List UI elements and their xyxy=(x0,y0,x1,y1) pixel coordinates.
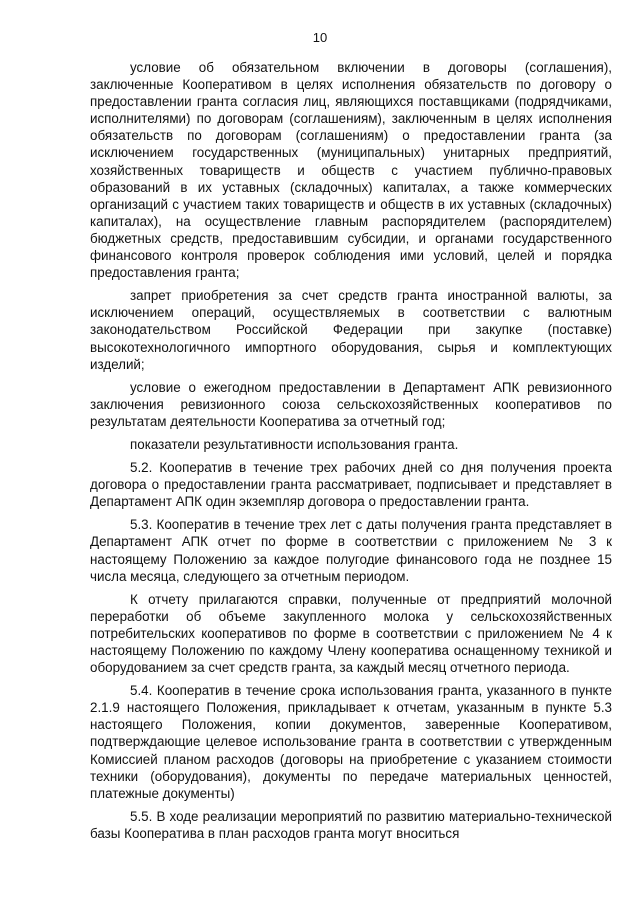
paragraph-5-2: 5.2. Кооператив в течение трех рабочих дней со дня получения проекта договора о предоставлении гранта рассматривает, подписывает и представляет в Департамент АПК один экземпляр договора о предоставлении гранта. xyxy=(90,460,612,510)
paragraph-5-5: 5.5. В ходе реализации мероприятий по развитию материально-технической базы Кооператива в план расходов гранта могут вноситься xyxy=(90,808,612,841)
paragraph-annual-audit: условие о ежегодном предоставлении в Департамент АПК ревизионного заключения ревизионного союза сельскохозяйственных кооперативов по результатам деятельности Кооператива за отчетный год; xyxy=(90,379,612,429)
paragraph-condition-consent: условие об обязательном включении в договоры (соглашения), заключенные Кооперативом в целях исполнения обязательств по договору о предоставлении гранта согласия лиц, являющихся поставщиками (подрядчиками, исполнителями) по договорам (соглашениям), заключенным в целях исполнения обязательств по договорам (соглашениям) о предоставлении гранта (за исключением государственных (муниципальных) унитарных предприятий, хозяйственных товариществ и обществ с участием публично-правовых образований в их уставных (складочных) капиталах, а также коммерческих организаций с участием таких товариществ и обществ в их уставных (складочных) капиталах), на осуществление главным распорядителем (распорядителем) бюджетных средств, предоставившим субсидии, и органами государственного финансового контроля проверок соблюдения ими условий, целей и порядка предоставления гранта; xyxy=(90,60,612,281)
document-body xyxy=(90,59,612,848)
paragraph-performance-indicators: показатели результативности использования гранта. xyxy=(130,436,459,452)
page-number: 10 xyxy=(312,30,328,45)
paragraph-5-4: 5.4. Кооператив в течение срока использования гранта, указанного в пункте 2.1.9 настоящего Положения, прикладывает к отчетам, указанным в пункте 5.3 настоящего Положения, копии документов, заверенные Кооперативом, подтверждающие целевое использование гранта в соответствии с утвержденным Комиссией планом расходов (договоры на приобретение с указанием стоимости техники (оборудования), документы по передаче материальных ценностей, платежные документы) xyxy=(90,683,612,801)
paragraph-report-attachments: К отчету прилагаются справки, полученные от предприятий молочной переработки об объеме закупленного молока у сельскохозяйственных потребительских кооперативов по форме в соответствии с приложением № 4 к настоящему Положению по каждому Члену кооператива оснащенному техникой и оборудованием за счет средств гранта, за каждый месяц отчетного периода. xyxy=(90,591,612,676)
paragraph-currency-ban: запрет приобретения за счет средств гранта иностранной валюты, за исключением операций, осуществляемых в соответствии с валютным законодательством Российской Федерации при закупке (поставке) высокотехнологичного импортного оборудования, сырья и комплектующих изделий; xyxy=(90,288,612,372)
paragraph-5-3: 5.3. Кооператив в течение трех лет с даты получения гранта представляет в Департамент АПК отчет по форме в соответствии с приложением № 3 к настоящему Положению за каждое полугодие финансового года не позднее 15 числа месяца, следующего за отчетным периодом. xyxy=(90,517,612,584)
